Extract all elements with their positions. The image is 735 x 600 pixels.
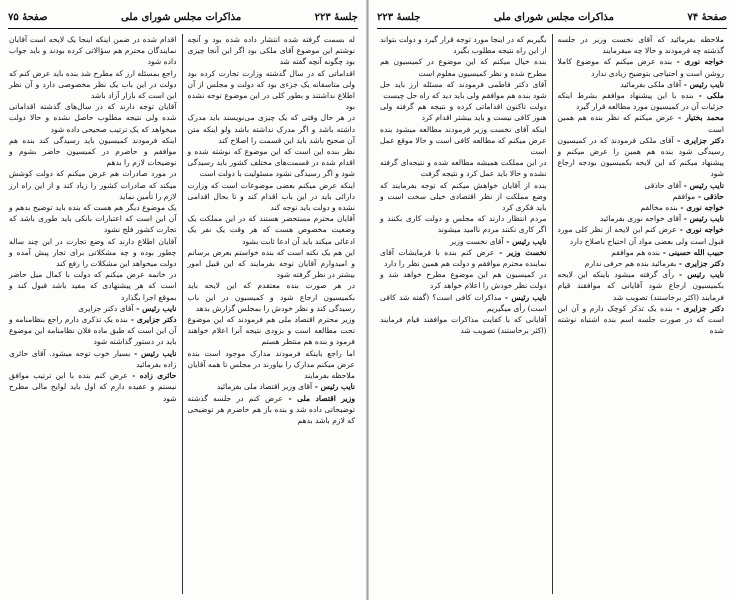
speech-text: آقای وزیر اقتصاد ملی بفرمائید <box>216 382 313 392</box>
speech-text: عرض کنم بنده با فرمایشات آقای نماینده محترم موافقم و دولت هم همین نظر را دارد <box>380 247 547 269</box>
paragraph: راجع بمسئله ارز که مطرح شد بنده باید عرض کنم که دولت در این باب یک نظر مخصوصی دارد و آن نظر این است که بازار آزاد باشد <box>9 68 177 101</box>
session-number: جلسهٔ ۲۲۳ <box>377 12 421 23</box>
paragraph: دولت تاکنون اقداماتی کرده و نتیجه هم گرفته ولی هنوز کافی نیست و باید بیشتر اقدام کرد <box>380 102 547 123</box>
speech-text: بنده یک تذکر کوچک دارم و آن این است که در صورت جلسه اسم بنده اشتباه نوشته شده <box>557 303 724 336</box>
paragraph: بنده از آقایان خواهش میکنم که توجه بفرمایند که وضع مملکت از نظر اقتصادی خیلی سخت است و باید فکری کرد <box>380 180 547 213</box>
column-divider <box>182 34 183 594</box>
speech-text: بفرمائید بنده هم حرفی ندارم <box>584 259 677 269</box>
page-number: صفحهٔ ۷۵ <box>8 12 48 23</box>
speech-text: مذاکرات کافی است؟ (گفته شد کافی است) رأی میگیریم <box>380 292 547 313</box>
paragraph <box>380 247 547 269</box>
paragraph: این هم یک نکته است که بنده خواستم بعرض برسانم و امیدوارم آقایان توجه بفرمایند که این قبیل امور بیشتر در نظر گرفته شود <box>187 247 355 280</box>
paragraph: اینکه آقای نخست وزیر فرمودند مطالعه میشود بنده عرض میکنم که مطالعه کافی است و حالا موقع عمل است <box>380 124 547 157</box>
speech-text: عرض میکنم که نظر بنده هم همین است <box>557 113 724 134</box>
speaker-name: حائری زاده - <box>127 371 177 381</box>
speech-text: آقای نخست وزیر <box>449 236 504 246</box>
paragraph: بنده خیال میکنم که این موضوع در کمیسیون هم مطرح شده و نظر کمیسیون معلوم است <box>380 57 547 78</box>
speaker-name: نایب رئیس - <box>681 79 724 89</box>
speech-text: بنده عرض میکنم که موضوع کاملا روشن است و احتیاجی بتوضیح زیادی ندارد <box>557 57 724 78</box>
speaker-name: نخست وزیر - <box>494 247 547 257</box>
paragraph <box>9 348 177 370</box>
paragraph: آقایان محترم مستحضر هستند که در این مملکت یک وضعیت مخصوص هست که هر وقت یک نفر یک ادعائی میکند باید آن ادعا ثابت بشود <box>187 214 355 246</box>
speaker-name: خواجه نوری - <box>672 57 724 67</box>
speaker-name: دکتر جزایری - <box>676 259 724 269</box>
paragraph: اما راجع باینکه فرمودند مدارک موجود است بنده عرض میکنم مدارک را بیاورند در مجلس تا همه آقایان ملاحظه بفرمایند <box>187 348 355 381</box>
page-number: صفحهٔ ۷۴ <box>687 12 727 23</box>
speaker-name: نایب رئیس - <box>681 214 724 224</box>
paragraph <box>558 247 725 258</box>
speaker-name: ملکی - <box>693 91 724 101</box>
page-body <box>377 34 727 594</box>
page-header <box>377 10 727 26</box>
text-column-right <box>185 34 359 594</box>
speech-text: بنده با این پیشنهاد موافقم بشرط اینکه جزئیات آن در کمیسیون مورد مطالعه قرار گیرد <box>557 91 724 112</box>
paragraph <box>188 381 356 392</box>
page-75 <box>0 0 366 600</box>
speech-text: رأی گرفته میشود باینکه این لایحه بکمیسیون ارجاع شود آقایانی که موافقند قیام فرمایند (اکثر برخاستند) تصویب شد <box>557 270 724 302</box>
speech-text: بنده هم موافقم <box>611 247 661 257</box>
speaker-name: نایب رئیس - <box>312 382 355 392</box>
paragraph <box>9 370 177 404</box>
speaker-name: نایب رئیس - <box>674 270 724 280</box>
speaker-name: نایب رئیس - <box>501 292 547 302</box>
text-column-right <box>555 34 728 594</box>
speech-text: آقای خواجه نوری بفرمائید <box>599 214 682 224</box>
session-number: جلسهٔ ۲۲۳ <box>314 12 358 23</box>
paragraph: در مورد صادرات هم عرض میکنم که دولت کوشش میکند که صادرات کشور را زیاد کند و از این راه ارز لازم را تأمین نماید <box>9 169 177 201</box>
speaker-name: حاذقی - <box>695 191 724 201</box>
column-divider <box>552 34 553 594</box>
paragraph <box>558 112 725 134</box>
paragraph <box>558 303 725 337</box>
header-rule <box>377 28 727 29</box>
paragraph <box>558 213 725 224</box>
paragraph <box>558 202 725 213</box>
paragraph <box>558 191 725 202</box>
speech-text: بسیار خوب توجه میشود. آقای حائری زاده بفرمائید <box>9 348 177 369</box>
paragraph: در کمیسیون هم این موضوع مطرح خواهد شد و دولت نظر خودش را اعلام خواهد کرد <box>380 270 547 291</box>
speaker-name: محمد بختیار - <box>673 113 724 123</box>
paragraph: بگیریم که در اینجا مورد توجه قرار گیرد و دولت بتواند از این راه نتیجه مطلوب بگیرد <box>380 35 547 56</box>
speaker-name: نایب رئیس - <box>133 303 177 313</box>
speaker-name: خواجه نوری - <box>676 225 724 235</box>
speaker-name: نایب رئیس - <box>503 236 547 246</box>
paragraph: له بسمت گرفته شده انتشار داده شده بود و آنچه نوشتم این موضوع آقای ملکی بود اگر این آنجا چیزی بود چگونه آنچه گفته شد <box>187 35 355 67</box>
speaker-name: دکتر جزایری - <box>127 315 177 325</box>
paragraph: آقای دکتر فاطمی فرمودند که مسئله ارز باید حل شود بنده هم موافقم ولی باید دید که راه حل چیست <box>380 79 547 101</box>
paragraph <box>558 90 725 112</box>
speech-text: آقای ملکی بفرمائید <box>620 79 682 89</box>
paragraph <box>9 303 177 314</box>
speaker-name: دکتر جزایری - <box>672 303 724 313</box>
paragraph: ملاحظه بفرمائید که آقای نخست وزیر در جلسه گذشته چه فرمودند و حالا چه میفرمایند <box>557 35 724 56</box>
speaker-name: نایب رئیس - <box>130 348 177 358</box>
page-74 <box>369 0 735 600</box>
speaker-name: حبیب الله حسینی - <box>660 247 724 257</box>
paragraph: آقایان توجه دارند که در سال‌های گذشته اقداماتی شده ولی نتیجه مطلوب حاصل نشده و حالا دولت میخواهد که یک ترتیب صحیحی داده شود <box>9 102 177 134</box>
paragraph: یک موضوع دیگر هم هست که بنده باید توضیح بدهم و آن این است که اعتبارات بانکی باید طوری باشد که تجارت کشور فلج نشود <box>9 203 177 235</box>
paragraph <box>558 224 725 246</box>
text-column-left <box>377 34 550 594</box>
speech-text: عرض کنم بنده با این ترتیب موافق نیستم و عقیده دارم که اول باید لوایح مالی مطرح شود <box>9 371 177 403</box>
paragraph <box>558 258 725 269</box>
speech-text: بنده یک تذکری دارم راجع بنظامنامه و آن این است که طبق ماده فلان نظامنامه این موضوع باید در دستور گذاشته شود <box>9 315 177 347</box>
speaker-name: دکتر جزایری - <box>673 135 724 145</box>
paragraph <box>558 180 725 191</box>
speech-text: آقای حاذقی <box>644 180 682 190</box>
speech-text: بنده مخالفم <box>640 203 678 213</box>
speech-text: آقای ملکی فرمودند که در کمیسیون رسیدگی شود بنده هم همین را عرض میکنم و پیشنهاد میکنم که این لایحه بکمیسیون بودجه ارجاع شود <box>557 135 724 179</box>
text-column-left <box>6 34 180 594</box>
page-body <box>6 34 358 594</box>
paragraph: در هر حال وقتی که یک چیزی می‌نویسند باید مدرک داشته باشد و اگر مدرک نداشته باشد ولو اینکه متن آن صحیح باشد باید این قسمت را اصلاح کند <box>187 113 355 145</box>
paragraph <box>380 236 547 247</box>
paragraph: اینکه عرض میکنم بعضی موضوعات است که وزارت دارائی باید در این باب اقدام کند و تا بحال اقدامی نشده و دولت باید توجه کند <box>187 180 355 213</box>
paragraph: در این مملکت همیشه مطالعه شده و نتیجه‌ای گرفته نشده و حالا باید عمل کرد و نتیجه گرفت <box>380 158 547 179</box>
paragraph <box>558 135 725 180</box>
speaker-name: نایب رئیس - <box>681 180 724 190</box>
page-header <box>8 10 358 26</box>
paragraph: نظر بنده این است که این موضوع که نوشته شده و اقدام شده در قسمت‌های مختلف کشور باید رسیدگی شود و اگر رسیدگی نشود مسئولیت با دولت است <box>187 147 355 179</box>
paragraph: در خاتمه عرض میکنم که دولت با کمال میل حاضر است که هر پیشنهادی که مفید باشد قبول کند و بموقع اجرا بگذارد <box>9 270 177 302</box>
speech-text: موافقم <box>672 191 696 201</box>
paragraph: وزیر محترم اقتصاد ملی هم فرمودند که این موضوع تحت مطالعه است و بزودی نتیجه آنرا اعلام خواهند فرمود و بنده هم منتظر هستم <box>187 315 355 347</box>
paragraph <box>188 393 356 427</box>
paragraph: مردم انتظار دارند که مجلس و دولت کاری بکنند و اگر کاری نکنند مردم ناامید میشوند <box>380 214 547 235</box>
paragraph: اقدام شده در ضمن اینکه اینجا یک لایحه است آقایان نمایندگان محترم هم سؤالاتی کرده بودند و باید جواب داده شود <box>9 35 177 67</box>
speech-text: عرض کنم در جلسه گذشته توضیحاتی داده شد و بنده باز هم حاضرم هر توضیحی که لازم باشد بدهم <box>187 393 355 425</box>
paragraph: اینکه فرمودند کمیسیون باید رسیدگی کند بنده هم موافقم و حاضرم در کمیسیون حاضر بشوم و توضیحات لازم را بدهم <box>9 135 177 168</box>
paragraph: آقایان اطلاع دارند که وضع تجارت در این چند ساله چطور بوده و چه مشکلاتی برای تجار پیش آمده و دولت میخواهد این مشکلات را رفع کند <box>9 236 177 269</box>
speech-text: آقای دکتر جزایری <box>78 303 134 313</box>
paragraph <box>380 292 547 314</box>
paragraph <box>558 56 725 78</box>
speech-text: عرض کنم این لایحه از نظر کلی مورد قبول است ولی بعضی مواد آن احتیاج باصلاح دارد <box>557 225 724 246</box>
speaker-name: خواجه نوری - <box>677 203 724 213</box>
paragraph: در هر صورت بنده معتقدم که این لایحه باید بکمیسیون ارجاع شود و کمیسیون در این باب رسیدگی کند و نظر خودش را بمجلس گزارش بدهد <box>187 281 355 313</box>
paragraph <box>558 79 725 90</box>
journal-title: مذاکرات مجلس شورای ملی <box>493 12 614 23</box>
paragraph <box>558 269 725 303</box>
speaker-name: وزیر اقتصاد ملی - <box>282 393 356 403</box>
paragraph: اقداماتی که در سال گذشته وزارت تجارت کرده بود ولی متاسفانه یک جزءی بود که دولت و مجلس از آن اطلاع نداشتند و بطور کلی در این موضوع توجه نشده بود <box>187 68 355 112</box>
paragraph: آقایانی که با کفایت مذاکرات موافقند قیام فرمایند (اکثر برخاستند) تصویب شد <box>380 315 547 336</box>
paragraph <box>9 314 177 348</box>
journal-title: مذاکرات مجلس شورای ملی <box>121 12 242 23</box>
header-rule <box>8 28 358 29</box>
